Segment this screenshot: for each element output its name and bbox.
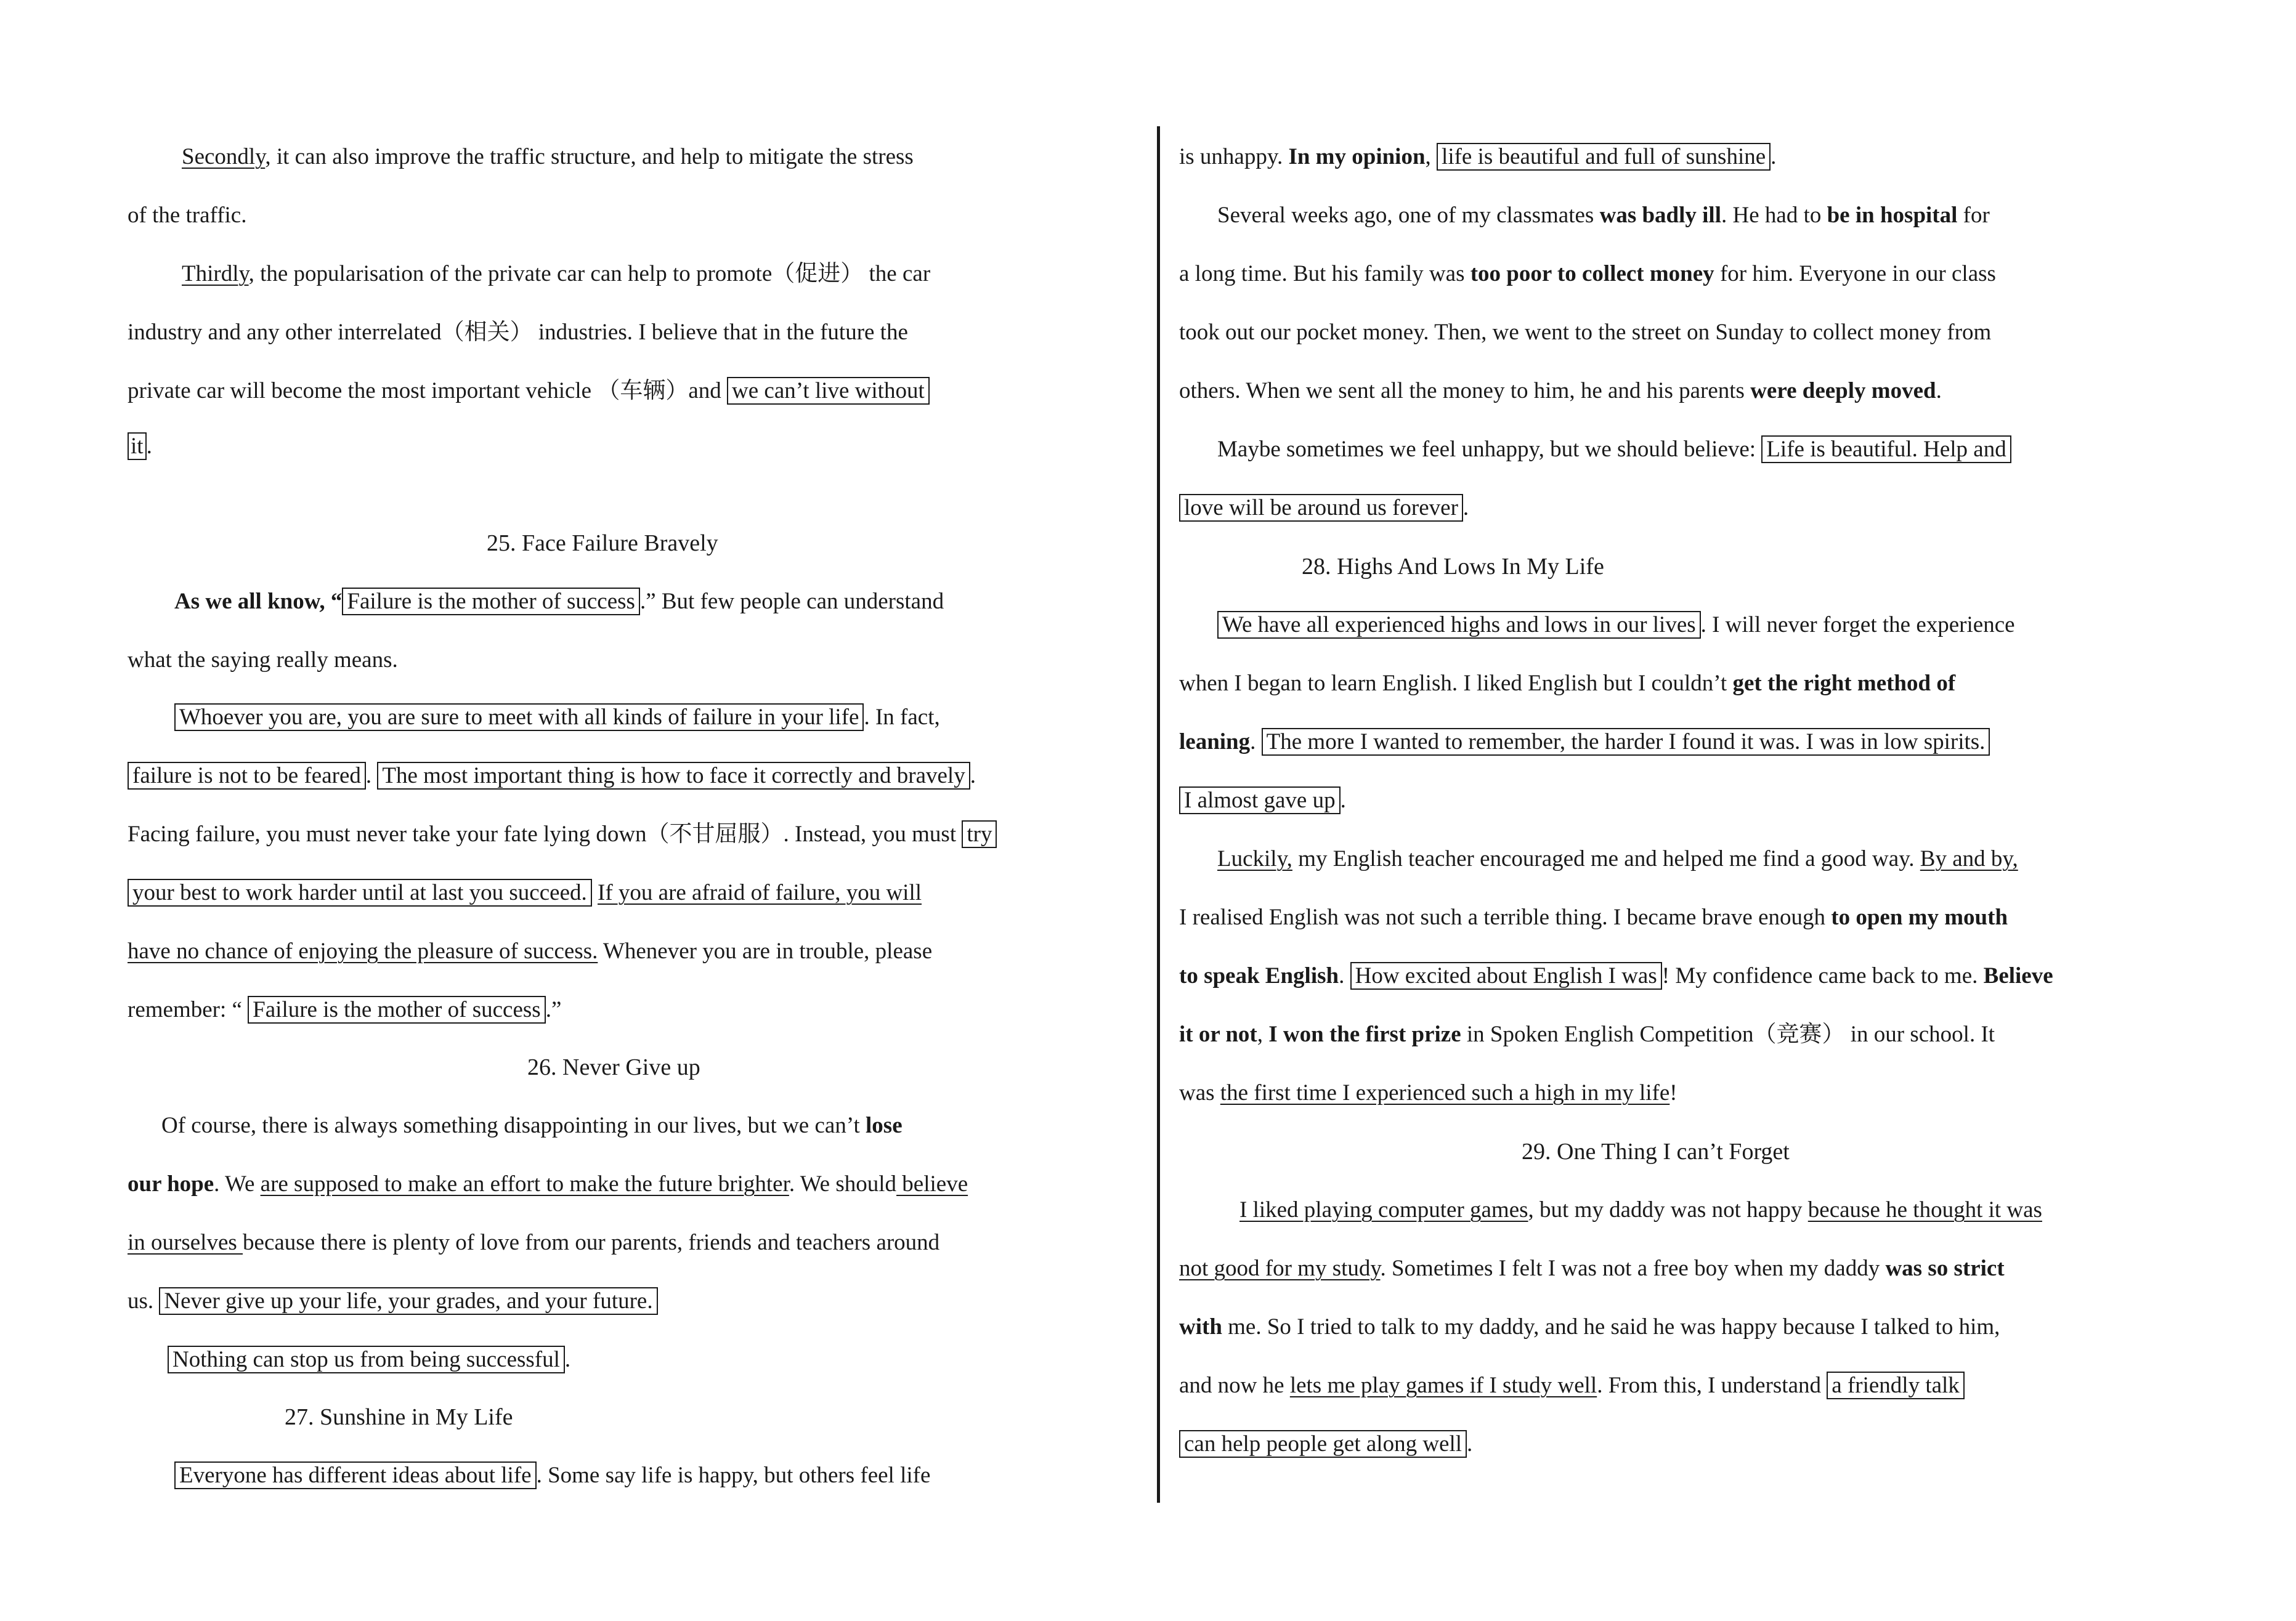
para-26: Of course, there is always something disappointing in our lives, but we can’t lose: [161, 1113, 903, 1138]
text-line: was the first time I experienced such a high in my life!: [1179, 1080, 1677, 1106]
text-line: Facing failure, you must never take your fate lying down（不甘屈服）. Instead, you must try: [128, 819, 997, 850]
text-line: love will be around us forever .: [1179, 493, 1469, 523]
keyword-secondly: Secondly: [182, 144, 266, 169]
boxed-phrase: life is beautiful and full of sunshine: [1437, 143, 1771, 171]
boxed-phrase: failure is not to be feared: [128, 762, 366, 790]
boxed-phrase: love will be around us forever: [1179, 494, 1463, 522]
boxed-phrase: try: [962, 820, 997, 848]
heading-26: 26. Never Give up: [527, 1054, 700, 1080]
text-line: leaning. The more I wanted to remember, the harder I found it was. I was in low spirits.: [1179, 727, 1990, 758]
text-line: what the saying really means.: [128, 647, 398, 673]
boxed-phrase: The more I wanted to remember, the harder I found it was. I was in low spirits.: [1262, 728, 1990, 756]
text-line: our hope. We are supposed to make an effort to make the future brighter. We should believe: [128, 1171, 968, 1197]
para-secondly: Secondly, it can also improve the traffic structure, and help to mitigate the stress: [182, 144, 914, 169]
text-line: Nothing can stop us from being successful .: [168, 1344, 570, 1375]
text-line: failure is not to be feared . The most important thing is how to face it correctly and bravely .: [128, 761, 976, 791]
text-line: to speak English. How excited about English I was ! My confidence came back to me. Believe: [1179, 963, 2053, 988]
text-line: Luckily, my English teacher encouraged me and helped me find a good way. By and by,: [1217, 846, 2018, 871]
heading-27: 27. Sunshine in My Life: [285, 1404, 513, 1430]
para-29: I liked playing computer games, but my daddy was not happy because he thought it was: [1239, 1197, 2042, 1223]
text-line: took out our pocket money. Then, we went to the street on Sunday to collect money from: [1179, 320, 1992, 345]
text-line: your best to work harder until at last you succeed. If you are afraid of failure, you will: [128, 878, 922, 908]
boxed-phrase: a friendly talk: [1827, 1372, 1965, 1399]
boxed-phrase: can help people get along well: [1179, 1430, 1467, 1458]
text-line: remember: “ Failure is the mother of success .”: [128, 997, 562, 1022]
boxed-phrase: Whoever you are, you are sure to meet with all kinds of failure in your life: [174, 703, 864, 731]
text-line: Several weeks ago, one of my classmates was badly ill. He had to be in hospital for: [1217, 203, 1990, 228]
text-line: it .: [128, 431, 152, 462]
text-line: Whoever you are, you are sure to meet with all kinds of failure in your life . In fact,: [174, 702, 940, 733]
boxed-phrase: Life is beautiful. Help and: [1761, 435, 2011, 463]
boxed-phrase: Everyone has different ideas about life: [174, 1461, 537, 1489]
text-line: and now he lets me play games if I study well. From this, I understand a friendly talk: [1179, 1370, 1965, 1401]
text-line: others. When we sent all the money to him, he and his parents were deeply moved.: [1179, 378, 1942, 403]
boxed-phrase: Never give up your life, your grades, and your future.: [159, 1287, 657, 1315]
boxed-phrase: Failure is the mother of success: [248, 996, 546, 1024]
text-line: I realised English was not such a terrible thing. I became brave enough to open my mouth: [1179, 905, 2008, 930]
boxed-phrase: Nothing can stop us from being successful: [168, 1346, 565, 1373]
para-27: Everyone has different ideas about life . Some say life is happy, but others feel life: [174, 1460, 930, 1491]
text-line: can help people get along well .: [1179, 1429, 1472, 1460]
text-line: I almost gave up .: [1179, 785, 1346, 816]
boxed-phrase: it: [128, 432, 147, 460]
text-line: it or not, I won the first prize in Spoken English Competition（竞赛） in our school. It: [1179, 1022, 1995, 1047]
boxed-phrase: I almost gave up: [1179, 786, 1341, 814]
text-line: us. Never give up your life, your grades, and your future.: [128, 1286, 658, 1317]
text-line: when I began to learn English. I liked English but I couldn’t get the right method of: [1179, 671, 1956, 696]
para-thirdly: Thirdly, the popularisation of the private car can help to promote（促进） the car: [182, 261, 931, 286]
para-28: We have all experienced highs and lows in our lives . I will never forget the experience: [1217, 610, 2015, 641]
para-25: As we all know, “ Failure is the mother of success .” But few people can understand: [174, 589, 944, 614]
boxed-phrase: The most important thing is how to face it correctly and bravely: [377, 762, 970, 790]
text-line: have no chance of enjoying the pleasure of success. Whenever you are in trouble, please: [128, 939, 933, 964]
boxed-phrase: your best to work harder until at last you succeed.: [128, 879, 592, 907]
text-line: not good for my study. Sometimes I felt I was not a free boy when my daddy was so strict: [1179, 1256, 2005, 1281]
text-line: in ourselves because there is plenty of love from our parents, friends and teachers around: [128, 1230, 940, 1255]
heading-29: 29. One Thing I can’t Forget: [1522, 1139, 1790, 1165]
text-line: is unhappy. In my opinion, life is beautiful and full of sunshine .: [1179, 144, 1777, 169]
text-line: of the traffic.: [128, 203, 247, 228]
text-line: a long time. But his family was too poor to collect money for him. Everyone in our class: [1179, 261, 1996, 286]
keyword-thirdly: Thirdly: [182, 261, 249, 286]
text-line: private car will become the most important vehicle （车辆）and we can’t live without: [128, 376, 930, 406]
text-line: with me. So I tried to talk to my daddy, and he said he was happy because I talked to him,: [1179, 1314, 2000, 1340]
heading-25: 25. Face Failure Bravely: [487, 530, 718, 556]
boxed-phrase: How excited about English I was: [1350, 962, 1662, 990]
boxed-phrase: We have all experienced highs and lows in our lives: [1217, 611, 1701, 639]
right-column: [1158, 0, 2296, 1621]
text-line: Maybe sometimes we feel unhappy, but we should believe: Life is beautiful. Help and: [1217, 434, 2011, 465]
boxed-phrase: Failure is the mother of success: [342, 588, 640, 615]
heading-28: 28. Highs And Lows In My Life: [1302, 554, 1604, 580]
boxed-phrase: we can’t live without: [727, 377, 930, 405]
text-line: industry and any other interrelated（相关） industries. I believe that in the future the: [128, 320, 908, 345]
